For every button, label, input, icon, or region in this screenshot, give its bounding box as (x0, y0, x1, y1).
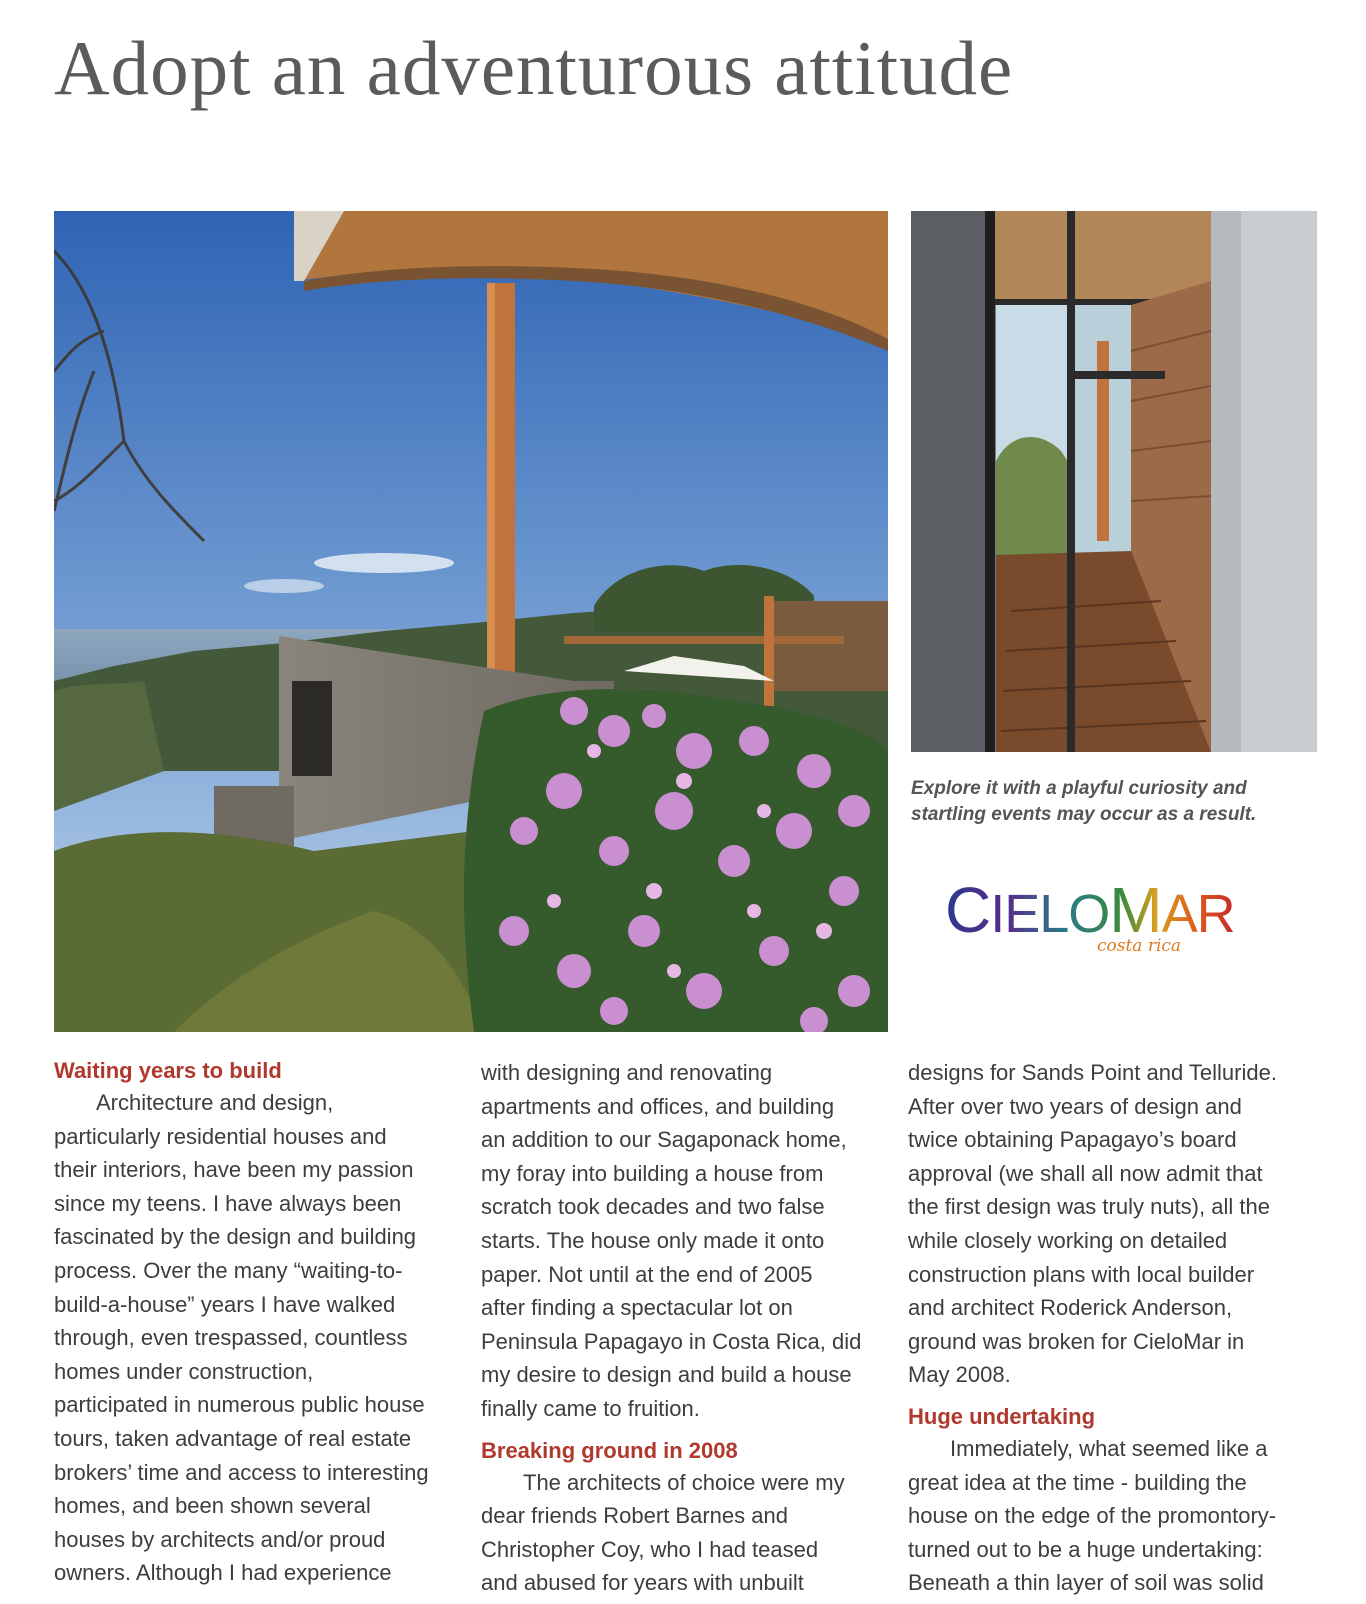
caption-line-2: startling events may occur as a result. (911, 804, 1257, 825)
text-column-1 (54, 1056, 464, 1590)
paragraph-continued-2: designs for Sands Point and Telluride. After over two years of design and twice obtaining Papagayo’s board approval (we shall all now admit that the first design was truly nuts), all the while closely working on detailed construction plans with local builder and architect Roderick Anderson, ground was broken for CieloMar in May 2008. (908, 1060, 1277, 1388)
side-photo (911, 211, 1317, 752)
paragraph-breaking-ground: The architects of choice were my dear friends Robert Barnes and Christopher Coy, who I had teased and abused for years with unbuilt (481, 1469, 845, 1596)
section-heading-waiting: Waiting years to build (54, 1058, 282, 1083)
paragraph-continued: with designing and renovating apartments and offices, and building an addition to our Sagaponack home, my foray into building a house from scratch took decades and two false starts. The house only made it onto paper. Not until at the end of 2005 after finding a spectacular lot on Peninsula Papagayo in Costa Rica, did my desire to design and build a house finally came to fruition. (481, 1060, 862, 1421)
text-column-2 (481, 1056, 891, 1600)
photo-caption (911, 776, 1331, 828)
paragraph-waiting: Architecture and design, particularly residential houses and their interiors, have been my passion since my teens. I have always been fascinated by the design and building process. Over the many “waiting-to- build-a-house” years I have walked through, even trespassed, countless homes under construction, participated in numerous public house tours, taken advantage of real estate brokers’ time and access to interesting homes, and been shown several houses by architects and/or proud owners. Although I had experience (54, 1090, 429, 1586)
paragraph-huge-undertaking: Immediately, what seemed like a great idea at the time - building the house on the edge of the promontory- turned out to be a huge undertaking: Beneath a thin layer of soil was solid (908, 1435, 1277, 1596)
caption-line-1: Explore it with a playful curiosity and (911, 778, 1247, 799)
section-heading-huge-undertaking: Huge undertaking (908, 1403, 1096, 1429)
headline: Adopt an adventurous attitude (54, 25, 1014, 111)
text-column-3 (908, 1056, 1318, 1600)
logo-tagline: costa rica (1097, 936, 1182, 956)
logo-wordmark: CIELOMAR (945, 880, 1285, 944)
cielomar-logo (945, 874, 1285, 980)
section-heading-breaking-ground: Breaking ground in 2008 (481, 1437, 738, 1463)
main-photo (54, 211, 888, 1032)
